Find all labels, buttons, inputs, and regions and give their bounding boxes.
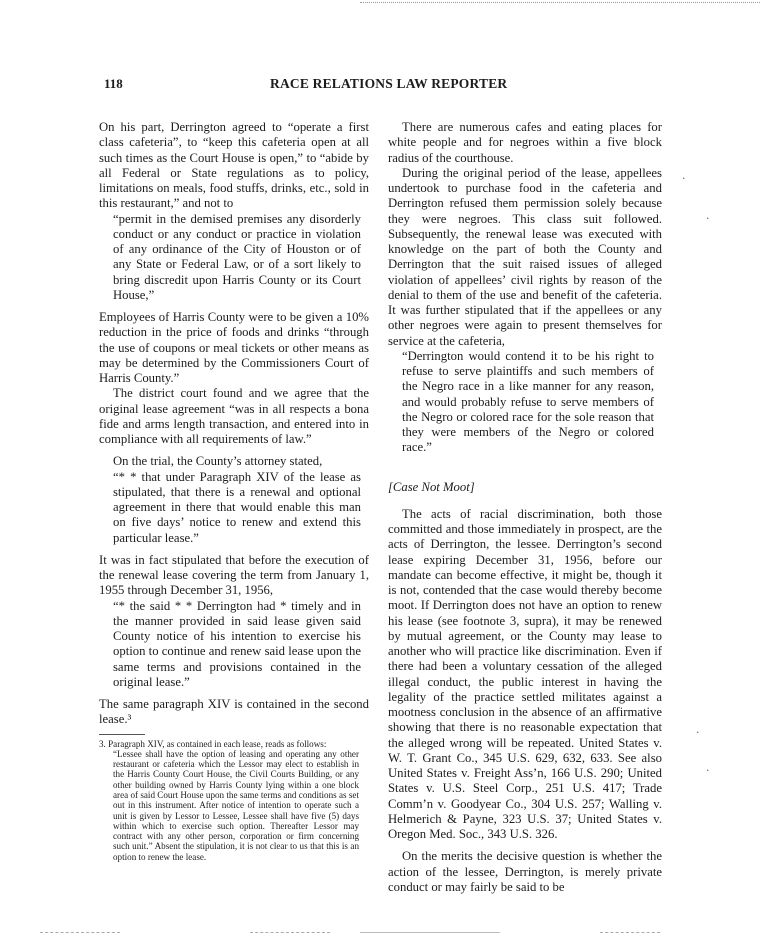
body-paragraph: It was in fact stipulated that before the execution of the renewal lease covering the term from January 1, 1955 through December 31, 1956, (99, 552, 369, 598)
scan-speck: · (682, 172, 686, 185)
bottom-scan-rule (360, 932, 500, 933)
body-paragraph: The acts of racial discrimination, both those committed and those immediately in prospect, are the acts of Derrington, the lessee. Derrington’s second lease expiring December 31, 1956, before our mandate can become effective, it might be, though it is not, contended that the case would thereby become moot. If Derrington does not have an option to renew his lease (see footnote 3, supra), it may be renewed by mutual agreement, or the County may lease to another who will practice like discrimination. Even if there had been a voluntary cessation of the alleged illegal conduct, the public interest in having the legality of the practice settled militates against a mootness conclusion in the absence of an affirmative showing that there is no reasonable expectation that the alleged wrong will be repeated. United States v. W. T. Grant Co., 345 U.S. 629, 632, 633. See also United States v. Freight Ass’n, 166 U.S. 290; United States v. U.S. Steel Corp., 251 U.S. 417; Trade Comm’n v. Goodyear Co., 304 U.S. 257; Walling v. Helmerich & Payne, 323 U.S. 37; United States v. Oregon Med. Soc., 343 U.S. 326. (388, 506, 662, 841)
top-scan-rule (360, 2, 760, 3)
scan-speck: · (706, 212, 710, 225)
body-paragraph: The district court found and we agree that the original lease agreement “was in all respects a bona fide and arms length transaction, and entered into in compliance with all requirements of law.” (99, 386, 369, 446)
footnote-intro: 3. Paragraph XIV, as contained in each lease, reads as follows: (99, 738, 327, 749)
right-column (388, 120, 662, 895)
block-quote: “* the said * * Derrington had * timely and in the manner provided in said lease given said County notice of his intention to exercise his option to continue and renew said lease upon the same terms and provisions contained in the original lease.” (113, 598, 361, 689)
section-heading: [Case Not Moot] (388, 479, 475, 494)
running-title: RACE RELATIONS LAW REPORTER (270, 76, 508, 91)
footnote-quote: “Lessee shall have the option of leasing and operating any other restaurant or cafeteria which the Lessor may elect to establish in the Harris County Court House, the Civil Courts Building, or any other building owned by Harris County lying within a one block area of said Court House upon the same terms and conditions as set out in this instrument. After notice of intention to operate such a unit is given by Lessor to Lessee, Lessee shall have five (5) days within which to exercise such option. Thereafter Lessor may contract with any other person, corporation or firm concerning such unit.” Absent the stipulation, it is not clear to us that this is an option to renew the lease. (113, 748, 359, 862)
body-paragraph: There are numerous cafes and eating places for white people and for negroes within a five block radius of the courthouse. (388, 120, 662, 165)
bottom-scan-rule (600, 932, 660, 933)
block-quote: “* * that under Paragraph XIV of the lease as stipulated, that there is a renewal and optional agreement in there that would enable this man on five days’ notice to renew and extend this particular lease.” (113, 469, 361, 545)
scan-speck: · (696, 726, 700, 739)
bottom-scan-rule (40, 932, 120, 933)
block-quote: “permit in the demised premises any disorderly conduct or any conduct or practice in violation of any ordinance of the City of Houston or of any State or Federal Law, or of a sort likely to bring discredit upon Harris County or its Court House,” (113, 211, 361, 302)
body-paragraph: On the merits the decisive question is whether the action of the lessee, Derrington, is merely private conduct or may fairly be said to be (388, 849, 662, 894)
body-paragraph: The same paragraph XIV is contained in the second lease.³ (99, 697, 369, 727)
block-quote: “Derrington would contend it to be his right to refuse to serve plaintiffs and such members of the Negro race in a like manner for any reason, and would probably refuse to serve members of the Negro or colored race for the sole reason that they were members of the Negro or colored race.” (402, 348, 654, 455)
body-paragraph: Employees of Harris County were to be given a 10% reduction in the price of foods and drinks “through the use of coupons or meal tickets or other means as may be determined by the Commissioners Court of Harris County.” (99, 310, 369, 385)
body-paragraph: On his part, Derrington agreed to “operate a first class cafeteria”, to “keep this cafeteria open at all such times as the Court House is open,” to “abide by all Federal or State regulations as to policy, limitations on meals, food stuffs, drinks, etc., sold in this restaurant,” and not to (99, 120, 369, 211)
body-paragraph: During the original period of the lease, appellees undertook to purchase food in the cafeteria and Derrington refused them permission solely because they were negroes. This class suit followed. Subsequently, the renewal lease was executed with knowledge on the part of both the County and Derrington that the suit raised issues of alleged violation of appellees’ civil rights by reason of the denial to them of the use and benefit of the cafeteria. It was further stipulated that if the appellees or any other negroes were again to present themselves for service at the cafeteria, (388, 165, 662, 348)
page-number: 118 (104, 76, 123, 91)
footnote-divider (99, 734, 145, 735)
scan-speck: · (706, 764, 710, 777)
bottom-scan-rule (250, 932, 330, 933)
left-column (99, 120, 369, 862)
body-paragraph: On the trial, the County’s attorney stated, (113, 454, 323, 469)
page-header (104, 74, 664, 96)
